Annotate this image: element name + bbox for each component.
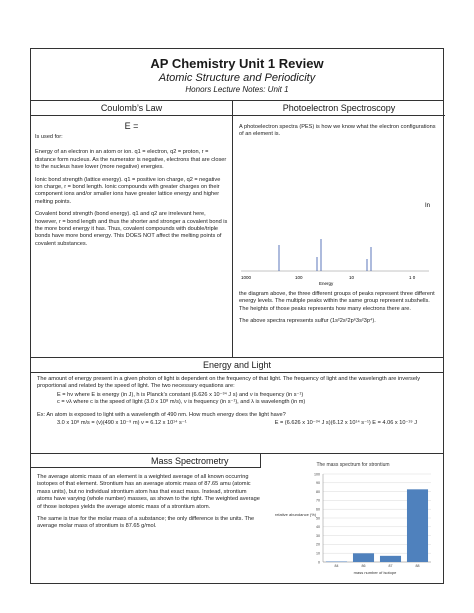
used-for-label: Is used for: <box>35 134 63 140</box>
review-sheet <box>30 48 444 584</box>
covalent-bond-text: Covalent bond strength (bond energy). q1 and q2 are irrelevant here, however, r = bond length and thus the shorter and stronger a covalent bond is the more bond energy it has. Thus, covalent compounds with double/triple bonds have more bond energy. This DOES NOT affect the melting points of covalent substances. <box>35 211 228 247</box>
pes-title: Photoelectron Spectroscopy <box>233 101 445 116</box>
pes-sulfur-text: The above spectra represents sulfur (1s²2s²2p⁶3s²3p⁴). <box>239 318 376 325</box>
chart-y-tick-label: 20 <box>316 542 320 547</box>
chart-y-tick-label: 10 <box>316 551 320 556</box>
chart-x-tick-label: 84 <box>334 564 339 568</box>
energy-light-section <box>31 357 443 453</box>
chart-y-tick-label: 90 <box>316 481 320 486</box>
coulombs-law-section <box>31 101 233 357</box>
chart-y-tick-label: 40 <box>316 525 320 530</box>
pes-explanation: the diagram above, the three different groups of peaks represent three different energy levels. The multiple peaks within the same group represent subshells. The heights of those peaks represents how many electrons there are. <box>239 291 435 312</box>
header <box>31 49 443 101</box>
wave-equation: c = νλ where c is the speed of light (3.0 x 10⁸ m/s), ν is frequency (in s⁻¹), and λ is wavelength (in m) <box>57 399 306 406</box>
frequency-calc: 3.0 x 10⁸ m/s = (ν)(490 x 10⁻⁹ m) ν = 6.12 x 10¹⁴ s⁻¹ <box>57 420 187 427</box>
pes-section <box>233 101 445 357</box>
axis-label-1-0: 1 0 <box>409 275 416 280</box>
planck-equation: E = hν where E is energy (in J), h is Planck’s constant (6.626 x 10⁻³⁴ J s) and ν is frequency (in s⁻¹) <box>57 391 304 398</box>
chart-y-label: relative abundance (%) <box>275 512 317 517</box>
pes-intro: A photoelectron spectra (PES) is how we know what the electron configurations of an element is. <box>239 124 436 138</box>
mass-spectrometry-title: Mass Spectrometry <box>151 456 229 466</box>
chart-bar-88 <box>407 489 428 562</box>
energy-calc: E = (6.626 x 10⁻³⁴ J s)(6.12 x 10¹⁴ s⁻¹) E = 4.06 x 10⁻¹⁹ J <box>274 420 417 427</box>
axis-label-1000: 1000 <box>241 275 252 280</box>
pes-spectrum <box>239 197 439 287</box>
page-subtitle: Atomic Structure and Periodicity <box>158 72 316 84</box>
axis-label-100: 100 <box>295 275 303 280</box>
chart-y-tick-label: 30 <box>316 533 320 538</box>
chart-y-tick-label: 60 <box>316 507 320 512</box>
chart-x-tick-label: 87 <box>388 564 393 568</box>
chart-x-label: mass number of isotope <box>353 570 397 575</box>
electron-energy-text: Energy of an electron in an atom or ion. q1 = electron, q2 = proton, r = distance form nucleus. As the numerator is negative, electrons that are closer to the nucleus have lower (more negative) energies. <box>35 149 227 171</box>
page-title: AP Chemistry Unit 1 Review <box>150 56 324 71</box>
chart-y-tick-label: 50 <box>316 516 320 521</box>
atomic-mass-text: The average atomic mass of an element is a weighted average of all known occurring isotopes of that element. Strontium has an average atomic mass of 87.65 amu (atomic mass units), but no individual strontium atom has that exact mass. Instead, strontium atoms have varying (whole number) masses, as shown to the right. The weighted average of those isotopes yields the average atomic mass of a strontium atom. <box>37 474 260 510</box>
chart-y-tick-label: 70 <box>316 498 320 503</box>
chart-y-tick-label: 0 <box>318 560 320 565</box>
energy-intro: The amount of energy present in a given photon of light is dependent on the frequency of that light. The frequency of light and the wavelength are inversely proportional and related by the speed of light. The two necessary equations are: <box>37 376 421 390</box>
molar-mass-text: The same is true for the molar mass of a substance; the only difference is the units. The average molar mass of strontium is 87.65 g/mol. <box>37 516 255 530</box>
chart-y-tick-label: 80 <box>316 489 320 494</box>
intensity-label: In <box>425 203 431 209</box>
lecture-notes-label: Honors Lecture Notes: Unit 1 <box>185 85 289 94</box>
coulombs-law-title: Coulomb’s Law <box>31 101 232 116</box>
chart-x-tick-label: 88 <box>415 564 420 568</box>
example-question: Ex: An atom is exposed to light with a wavelength of 490 nm. How much energy does the light have? <box>37 411 286 418</box>
energy-light-title: Energy and Light <box>31 358 443 373</box>
mass-spectrometry-section <box>31 453 443 585</box>
mass-spectrum-chart <box>271 458 439 578</box>
energy-axis-label: Energy <box>319 281 334 286</box>
chart-x-tick-label: 86 <box>361 564 366 568</box>
chart-title: The mass spectrum for strontium <box>316 462 390 468</box>
chart-y-tick-label: 100 <box>314 472 320 477</box>
chart-bar-86 <box>353 553 374 562</box>
coulomb-formula: E = <box>124 121 139 131</box>
ionic-bond-text: Ionic bond strength (lattice energy). q1 = positive ion charge, q2 = negative ion charge, r = bond length. Ionic compounds with greater charges on their component ions and/or smaller ions have greater lattice energy and higher melting points. <box>35 176 221 205</box>
axis-label-10: 10 <box>349 275 355 280</box>
chart-bar-87 <box>380 556 401 562</box>
